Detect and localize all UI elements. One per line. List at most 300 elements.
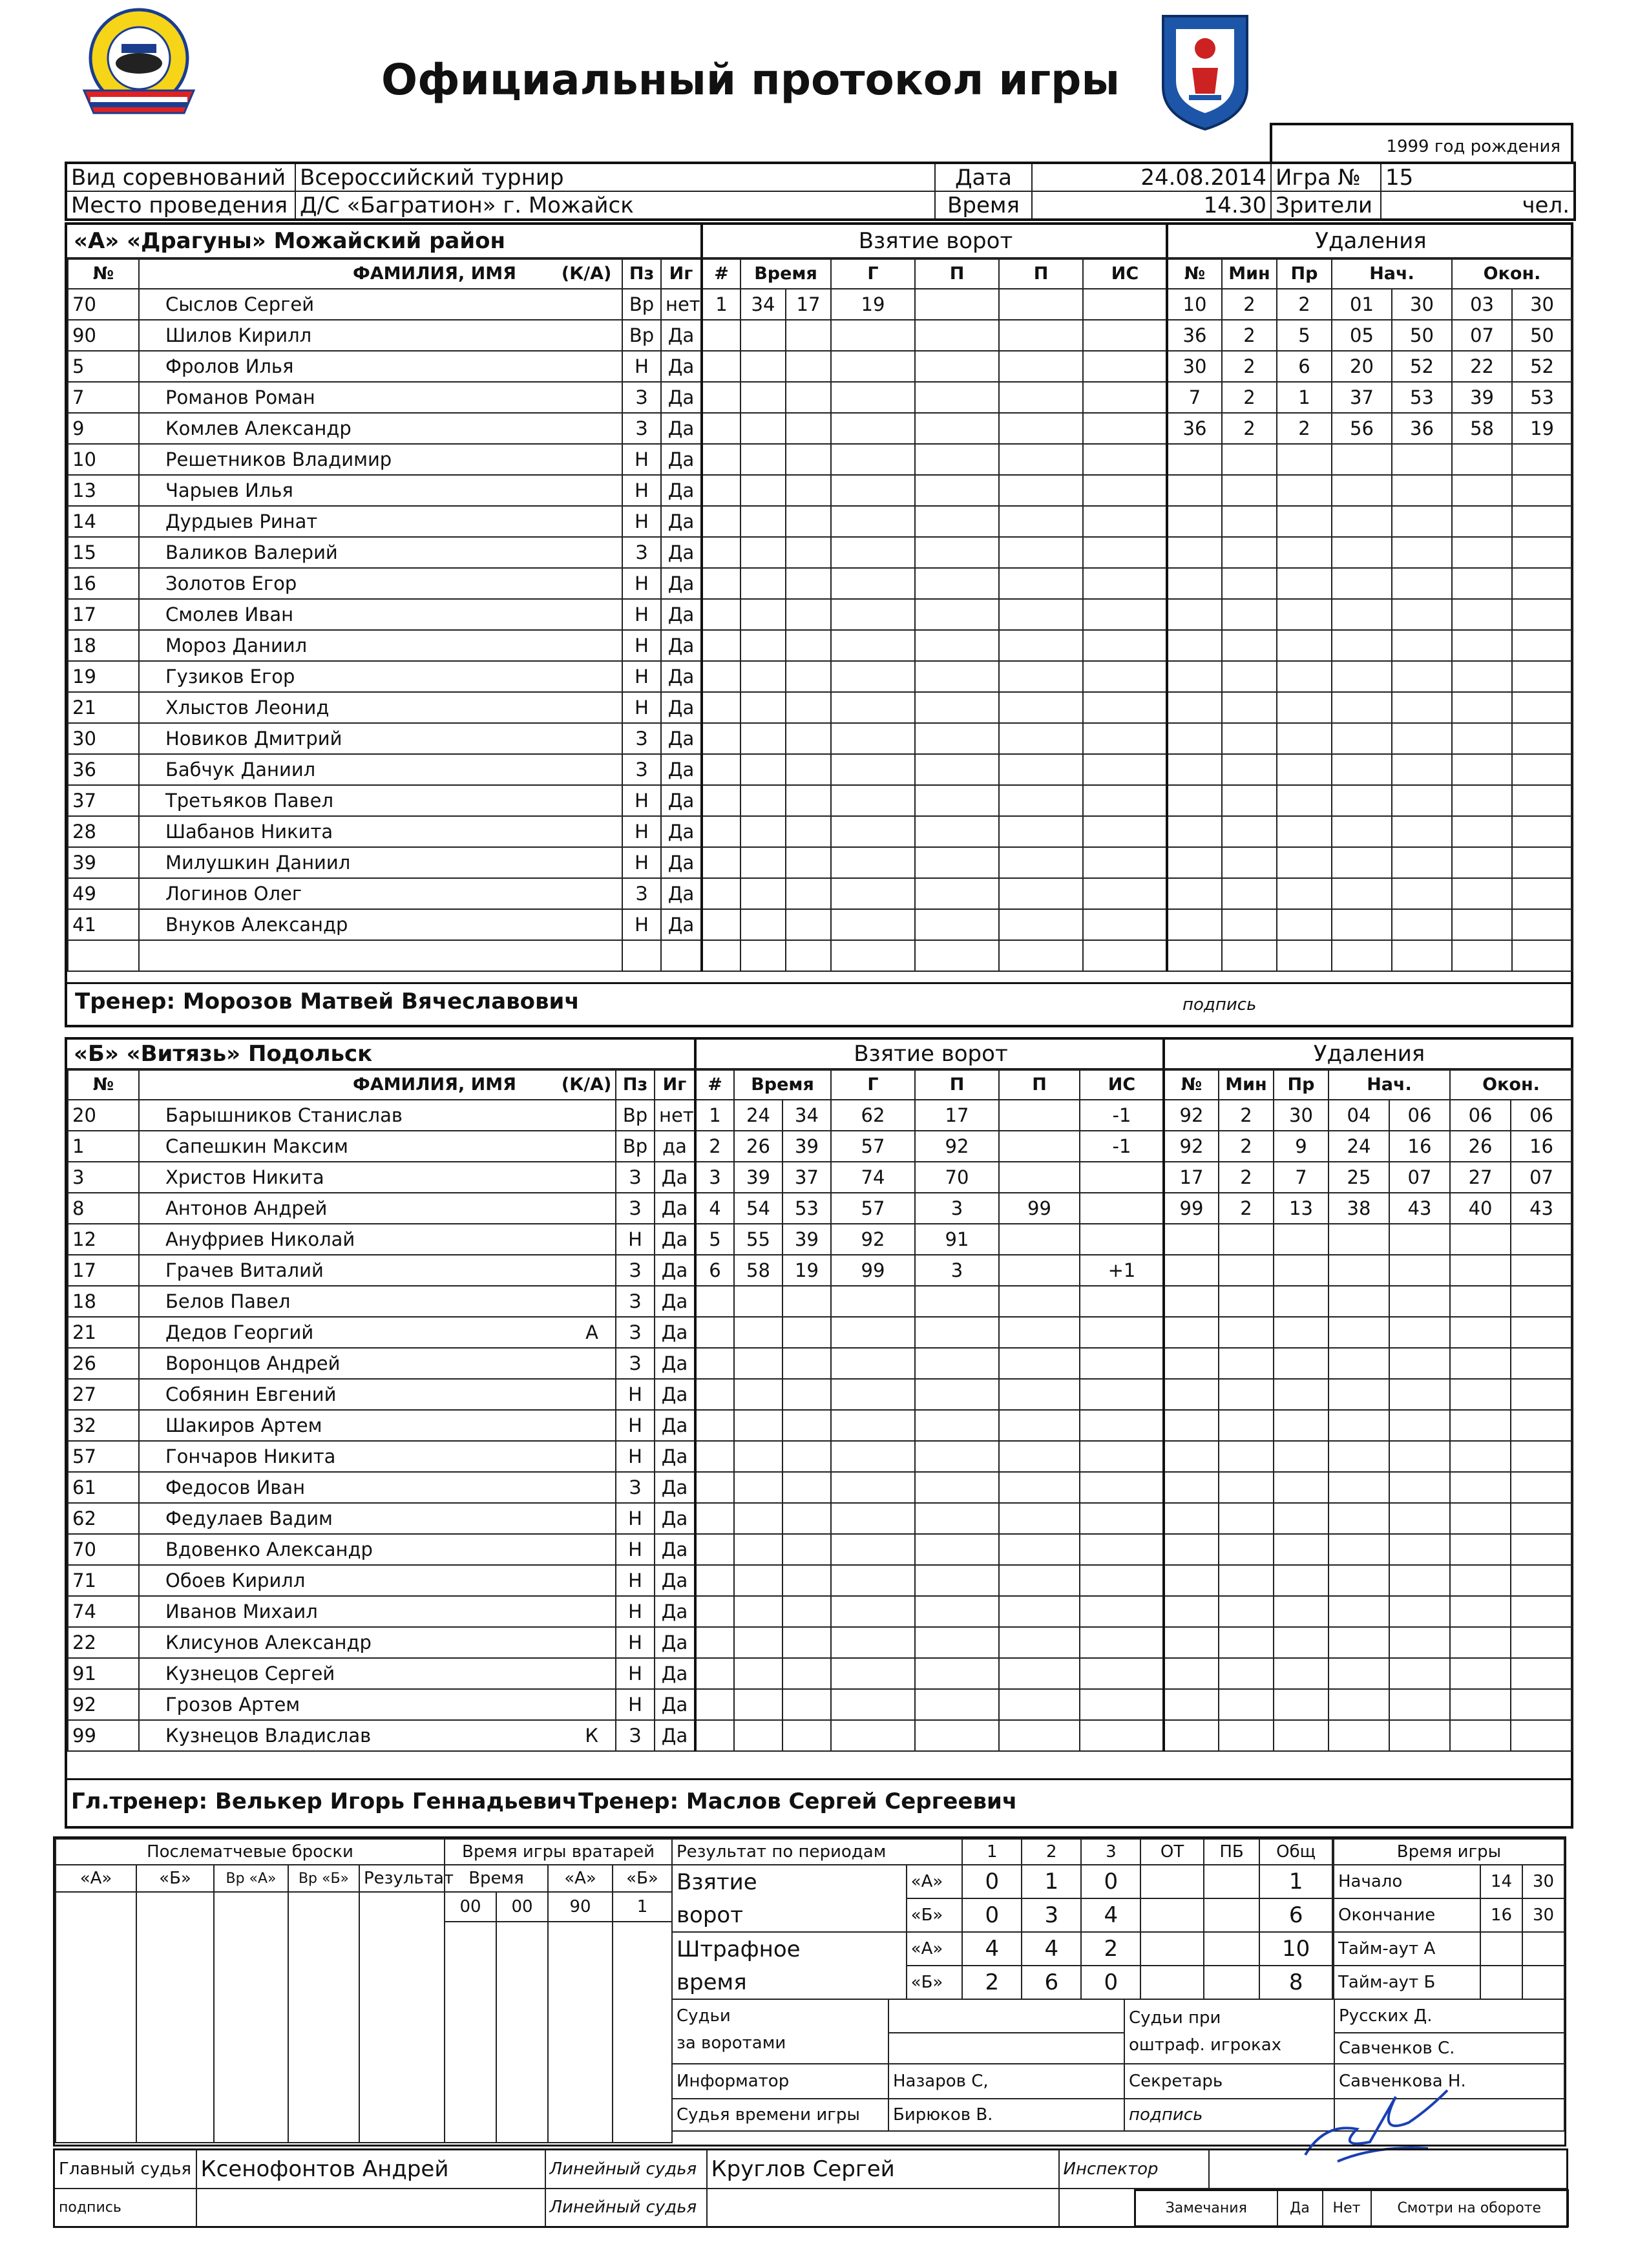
goal-situation	[1083, 754, 1167, 785]
goal-minute	[740, 599, 786, 630]
penalty-end-min	[1450, 1689, 1511, 1720]
goal-second	[786, 692, 831, 723]
penalty-row	[1167, 847, 1572, 878]
penalty-end-min	[1450, 1410, 1511, 1441]
goal-assist2	[999, 723, 1083, 754]
goal-row	[695, 1100, 1164, 1131]
remarks-no[interactable]: Нет	[1323, 2190, 1371, 2227]
penalty-minutes	[1219, 1534, 1274, 1565]
player-played: Да	[661, 785, 701, 816]
start-label: Начало	[1334, 1865, 1480, 1898]
penalty-row	[1164, 1348, 1572, 1379]
penalty-end-min	[1450, 1286, 1511, 1317]
penalty-reason	[1277, 568, 1332, 599]
goal-minute	[734, 1596, 782, 1627]
penalty-player	[1164, 1410, 1219, 1441]
player-name: Белов Павел	[165, 1290, 291, 1312]
penalty-end-min	[1450, 1720, 1511, 1751]
period-value: 4	[1081, 1898, 1140, 1932]
goal-number: 2	[695, 1131, 734, 1162]
goal-number	[695, 1596, 734, 1627]
penalty-row	[1164, 1317, 1572, 1348]
goal-row	[695, 1720, 1164, 1751]
penalty-minutes: 2	[1222, 413, 1277, 444]
penalty-reason	[1277, 475, 1332, 506]
goalie-time-table	[444, 1838, 673, 2143]
main-ref-value: Ксенофонтов Андрей	[196, 2150, 545, 2189]
goal-scorer	[831, 909, 915, 940]
penalty-minutes	[1219, 1255, 1274, 1286]
penalty-start-min	[1332, 506, 1392, 537]
goal-minute	[734, 1627, 782, 1658]
player-number: 1	[68, 1131, 139, 1162]
penalty-start-min	[1329, 1534, 1389, 1565]
competition-label: Вид соревнований	[66, 163, 295, 191]
timeout-a-label: Тайм-аут А	[1334, 1932, 1480, 1966]
period-1: 1	[962, 1839, 1022, 1865]
penalty-end-min	[1450, 1627, 1511, 1658]
penalty-start-sec	[1389, 1503, 1450, 1534]
player-row	[68, 1224, 695, 1255]
penalty-minutes	[1222, 568, 1277, 599]
player-row	[68, 289, 701, 320]
goal-second: 17	[786, 289, 831, 320]
player-row	[68, 909, 701, 940]
penalty-start-min	[1329, 1379, 1389, 1410]
goal-assist1	[915, 1441, 999, 1472]
penalty-end-sec	[1511, 1472, 1572, 1503]
penalty-start-min	[1329, 1503, 1389, 1534]
penalty-minutes	[1219, 1596, 1274, 1627]
penalty-minutes	[1219, 1472, 1274, 1503]
informer-value: Назаров С,	[888, 2064, 1124, 2099]
player-played: Да	[655, 1348, 695, 1379]
player-row	[68, 1348, 695, 1379]
penalty-row	[1167, 785, 1572, 816]
goal-number	[695, 1441, 734, 1472]
player-name: Сапешкин Максим	[165, 1135, 348, 1157]
player-name: Кузнецов Сергей	[165, 1663, 335, 1685]
col-pen-start: Нач.	[1332, 259, 1452, 289]
player-played: Да	[655, 1224, 695, 1255]
goal-scorer	[831, 413, 915, 444]
penalty-end-sec	[1511, 1720, 1572, 1751]
penalty-end-sec: 06	[1511, 1100, 1572, 1131]
penalty-minutes	[1219, 1565, 1274, 1596]
penalty-start-min	[1332, 816, 1392, 847]
player-name-cell	[139, 1441, 616, 1472]
player-number: 16	[68, 568, 139, 599]
goal-assist2	[999, 1658, 1080, 1689]
penalty-reason	[1277, 847, 1332, 878]
penalty-start-sec	[1389, 1720, 1450, 1751]
penalty-reason	[1277, 599, 1332, 630]
penalty-reason	[1277, 661, 1332, 692]
penalty-minutes	[1222, 785, 1277, 816]
period-team: «Б»	[907, 1966, 963, 1999]
penalty-player	[1167, 723, 1222, 754]
goal-second	[786, 661, 831, 692]
player-row	[68, 444, 701, 475]
penalty-row	[1164, 1658, 1572, 1689]
remarks-yes[interactable]: Да	[1277, 2190, 1323, 2227]
player-played: Да	[661, 320, 701, 351]
player-name: Золотов Егор	[165, 572, 297, 594]
goal-row	[695, 1627, 1164, 1658]
goal-minute	[734, 1534, 782, 1565]
goal-situation	[1080, 1348, 1164, 1379]
goal-second: 37	[782, 1162, 831, 1193]
penalty-end-min: 06	[1450, 1100, 1511, 1131]
goal-minute	[740, 351, 786, 382]
goal-minute	[740, 816, 786, 847]
player-number: 19	[68, 661, 139, 692]
penalty-minutes	[1219, 1379, 1274, 1410]
penalty-player	[1167, 661, 1222, 692]
col-goal-assist2-b: П	[999, 1070, 1080, 1100]
player-number: 22	[68, 1627, 139, 1658]
penalty-reason: 1	[1277, 382, 1332, 413]
penalty-end-sec	[1512, 816, 1572, 847]
goal-assist2	[999, 661, 1083, 692]
goal-number	[702, 444, 740, 475]
col-goal-assist2: П	[999, 259, 1083, 289]
goal-number: 3	[695, 1162, 734, 1193]
goal-minute: 34	[740, 289, 786, 320]
player-position: Н	[622, 444, 661, 475]
penalty-end-min	[1452, 754, 1512, 785]
col-goal-time-b: Время	[734, 1070, 831, 1100]
player-row	[68, 506, 701, 537]
player-name-cell	[139, 940, 622, 971]
penalty-start-sec	[1389, 1596, 1450, 1627]
player-name-cell	[139, 1131, 616, 1162]
period-value: 1	[1022, 1865, 1081, 1898]
player-row	[68, 1627, 695, 1658]
penalty-player: 7	[1167, 382, 1222, 413]
player-name: Воронцов Андрей	[165, 1352, 341, 1374]
col-goal-assist1-b: П	[915, 1070, 999, 1100]
goal-second	[786, 382, 831, 413]
player-name-cell	[139, 847, 622, 878]
goal-minute: 55	[734, 1224, 782, 1255]
period-row-label: Штрафное	[672, 1932, 907, 1966]
player-name-cell	[139, 630, 622, 661]
penalty-player	[1164, 1627, 1219, 1658]
penalty-start-sec	[1389, 1379, 1450, 1410]
player-played: Да	[655, 1503, 695, 1534]
player-row	[68, 475, 701, 506]
penalty-start-sec	[1392, 940, 1452, 971]
penalty-end-sec: 43	[1511, 1193, 1572, 1224]
penalty-player	[1164, 1689, 1219, 1720]
penalty-start-min: 38	[1329, 1193, 1389, 1224]
player-position: Н	[616, 1441, 655, 1472]
player-number: 90	[68, 320, 139, 351]
goal-scorer	[831, 1658, 915, 1689]
penalty-reason	[1277, 785, 1332, 816]
penalty-end-sec	[1512, 475, 1572, 506]
goal-assist2: 99	[999, 1193, 1080, 1224]
player-name: Чарыев Илья	[165, 479, 293, 501]
goal-scorer	[831, 816, 915, 847]
player-name: Шилов Кирилл	[165, 324, 312, 346]
goal-situation	[1080, 1565, 1164, 1596]
birth-year: 1999 год рождения	[1386, 137, 1560, 156]
penalty-start-min	[1332, 754, 1392, 785]
goal-assist1	[915, 1534, 999, 1565]
player-name: Антонов Андрей	[165, 1197, 328, 1219]
period-team: «А»	[907, 1865, 963, 1898]
goal-situation	[1083, 816, 1167, 847]
goal-row	[702, 351, 1167, 382]
goal-second	[782, 1627, 831, 1658]
penalty-end-min	[1452, 692, 1512, 723]
goal-assist1	[915, 1627, 999, 1658]
period-value: 4	[1022, 1932, 1081, 1966]
goal-number	[702, 785, 740, 816]
penalty-start-sec	[1392, 537, 1452, 568]
penalty-player	[1167, 785, 1222, 816]
player-row	[68, 1100, 695, 1131]
penalty-minutes	[1222, 878, 1277, 909]
goal-second: 39	[782, 1224, 831, 1255]
penalty-player	[1167, 475, 1222, 506]
penalty-reason	[1277, 506, 1332, 537]
goalie-col-a: «А»	[548, 1865, 613, 1892]
goal-situation: -1	[1080, 1100, 1164, 1131]
player-row	[68, 723, 701, 754]
penalty-start-min	[1332, 692, 1392, 723]
penalty-reason	[1274, 1689, 1329, 1720]
penalty-start-min	[1332, 878, 1392, 909]
periods-title: Результат по периодам	[672, 1839, 962, 1865]
penalty-row	[1167, 537, 1572, 568]
goal-row	[695, 1131, 1164, 1162]
penalty-row	[1164, 1224, 1572, 1255]
player-position: Вр	[622, 320, 661, 351]
penalty-player	[1164, 1658, 1219, 1689]
penalty-row	[1164, 1441, 1572, 1472]
penalty-player	[1167, 537, 1222, 568]
penalty-end-sec	[1511, 1441, 1572, 1472]
player-name: Новиков Дмитрий	[165, 728, 342, 750]
penalty-player: 30	[1167, 351, 1222, 382]
player-name: Шабанов Никита	[165, 821, 333, 843]
goal-second	[782, 1534, 831, 1565]
goal-scorer	[831, 785, 915, 816]
goal-scorer	[831, 1720, 915, 1751]
goal-minute	[740, 320, 786, 351]
penalty-start-sec: 06	[1389, 1100, 1450, 1131]
line-ref-value: Круглов Сергей	[707, 2150, 1059, 2189]
goal-number	[702, 413, 740, 444]
player-name-cell	[139, 1503, 616, 1534]
player-name-cell	[139, 599, 622, 630]
goal-judges-label: Судьи за воротами	[672, 1999, 888, 2064]
shootout-col: «А»	[56, 1865, 136, 1892]
penalty-end-sec	[1512, 785, 1572, 816]
penalty-minutes	[1219, 1503, 1274, 1534]
player-played: Да	[655, 1689, 695, 1720]
penalty-start-sec	[1392, 909, 1452, 940]
player-name: Федулаев Вадим	[165, 1507, 333, 1529]
goal-number	[695, 1627, 734, 1658]
penalty-end-sec: 53	[1512, 382, 1572, 413]
team-b-head-coach: Гл.тренер: Велькер Игорь Геннадьевич	[71, 1789, 578, 1814]
penalty-minutes	[1222, 754, 1277, 785]
player-played: Да	[655, 1720, 695, 1751]
goal-assist1	[915, 1472, 999, 1503]
penalty-end-min	[1450, 1441, 1511, 1472]
goal-number	[702, 506, 740, 537]
goal-minute: 58	[734, 1255, 782, 1286]
penalty-player: 92	[1164, 1131, 1219, 1162]
goal-assist2	[999, 1379, 1080, 1410]
federation-logo	[1157, 10, 1254, 132]
goal-assist1	[915, 320, 999, 351]
col-pen-reason: Пр	[1277, 259, 1332, 289]
penalty-minutes: 2	[1219, 1100, 1274, 1131]
goal-assist2	[999, 940, 1083, 971]
goal-row	[702, 661, 1167, 692]
goal-minute	[740, 413, 786, 444]
player-position: З	[622, 878, 661, 909]
penalty-end-min	[1452, 630, 1512, 661]
penalty-end-sec: 52	[1512, 351, 1572, 382]
penalty-start-sec: 50	[1392, 320, 1452, 351]
goal-second	[782, 1410, 831, 1441]
col-pen-end: Окон.	[1452, 259, 1572, 289]
penalty-reason	[1277, 537, 1332, 568]
goal-row	[702, 754, 1167, 785]
penalty-end-min	[1452, 940, 1512, 971]
goal-assist1	[915, 475, 999, 506]
goal-row	[695, 1379, 1164, 1410]
player-row	[68, 382, 701, 413]
goal-row	[702, 413, 1167, 444]
goal-scorer	[831, 878, 915, 909]
goal-minute	[740, 785, 786, 816]
player-played: Да	[661, 599, 701, 630]
goal-assist2	[999, 1596, 1080, 1627]
penalty-row	[1164, 1131, 1572, 1162]
col-pen-reason-b: Пр	[1274, 1070, 1329, 1100]
player-name: Валиков Валерий	[165, 541, 338, 563]
goal-scorer	[831, 1317, 915, 1348]
penalty-start-sec	[1392, 878, 1452, 909]
penalty-reason	[1274, 1441, 1329, 1472]
remarks-see-back: Смотри на обороте	[1371, 2190, 1568, 2227]
goal-assist2	[999, 1627, 1080, 1658]
goal-row	[702, 382, 1167, 413]
goal-row	[695, 1193, 1164, 1224]
goal-second	[786, 537, 831, 568]
goal-minute: 39	[734, 1162, 782, 1193]
player-name-cell	[139, 1596, 616, 1627]
player-number: 71	[68, 1565, 139, 1596]
penalty-end-min	[1450, 1596, 1511, 1627]
goal-number: 1	[695, 1100, 734, 1131]
goal-assist2	[999, 444, 1083, 475]
period-value	[1204, 1966, 1260, 1999]
player-row	[68, 1379, 695, 1410]
period-value: 4	[962, 1932, 1022, 1966]
goal-row	[695, 1224, 1164, 1255]
goal-situation	[1083, 289, 1167, 320]
venue-value: Д/С «Багратион» г. Можайск	[295, 191, 935, 220]
goal-assist1: 92	[915, 1131, 999, 1162]
period-value: 2	[1081, 1932, 1140, 1966]
col-pz-b: Пз	[616, 1070, 655, 1100]
penalty-minutes	[1219, 1441, 1274, 1472]
goal-row	[702, 909, 1167, 940]
penalty-reason	[1277, 723, 1332, 754]
penalty-judge-a: Русских Д.	[1334, 1999, 1564, 2033]
period-row-label: время	[672, 1966, 907, 1999]
player-played: Да	[661, 878, 701, 909]
player-position: Н	[616, 1658, 655, 1689]
penalty-start-sec: 43	[1389, 1193, 1450, 1224]
penalty-reason: 6	[1277, 351, 1332, 382]
player-name: Иванов Михаил	[165, 1601, 318, 1622]
player-played: Да	[655, 1658, 695, 1689]
player-number: 12	[68, 1224, 139, 1255]
goal-minute	[734, 1689, 782, 1720]
goal-row	[702, 816, 1167, 847]
player-row	[68, 1720, 695, 1751]
penalty-end-sec	[1512, 444, 1572, 475]
goal-second	[782, 1565, 831, 1596]
penalty-row	[1167, 475, 1572, 506]
page-title: Официальный протокол игры	[381, 55, 1120, 105]
player-row	[68, 1596, 695, 1627]
goal-assist2	[999, 537, 1083, 568]
goal-row	[695, 1565, 1164, 1596]
penalty-start-min	[1329, 1255, 1389, 1286]
goal-scorer: 74	[831, 1162, 915, 1193]
penalty-end-sec	[1511, 1658, 1572, 1689]
penalty-end-min	[1452, 599, 1512, 630]
player-row	[68, 1441, 695, 1472]
goal-number	[702, 599, 740, 630]
goal-second	[786, 506, 831, 537]
goal-assist1	[915, 568, 999, 599]
penalty-end-min	[1452, 444, 1512, 475]
col-pen-num-b: №	[1164, 1070, 1219, 1100]
period-value: 0	[962, 1865, 1022, 1898]
goal-row	[702, 289, 1167, 320]
goal-second	[782, 1689, 831, 1720]
team-a-goals	[700, 225, 1168, 972]
goal-scorer	[831, 599, 915, 630]
goal-row	[695, 1658, 1164, 1689]
period-value	[1204, 1898, 1260, 1932]
goal-number	[702, 661, 740, 692]
player-name: Фролов Илья	[165, 355, 294, 377]
penalty-end-min	[1450, 1224, 1511, 1255]
penalty-start-min: 01	[1332, 289, 1392, 320]
penalty-player: 36	[1167, 320, 1222, 351]
goal-assist1	[915, 816, 999, 847]
penalty-end-min: 07	[1452, 320, 1512, 351]
penalty-end-sec	[1512, 537, 1572, 568]
goal-scorer: 92	[831, 1224, 915, 1255]
goal-number: 6	[695, 1255, 734, 1286]
player-name: Христов Никита	[165, 1166, 324, 1188]
player-name-cell	[139, 1565, 616, 1596]
player-row	[68, 847, 701, 878]
